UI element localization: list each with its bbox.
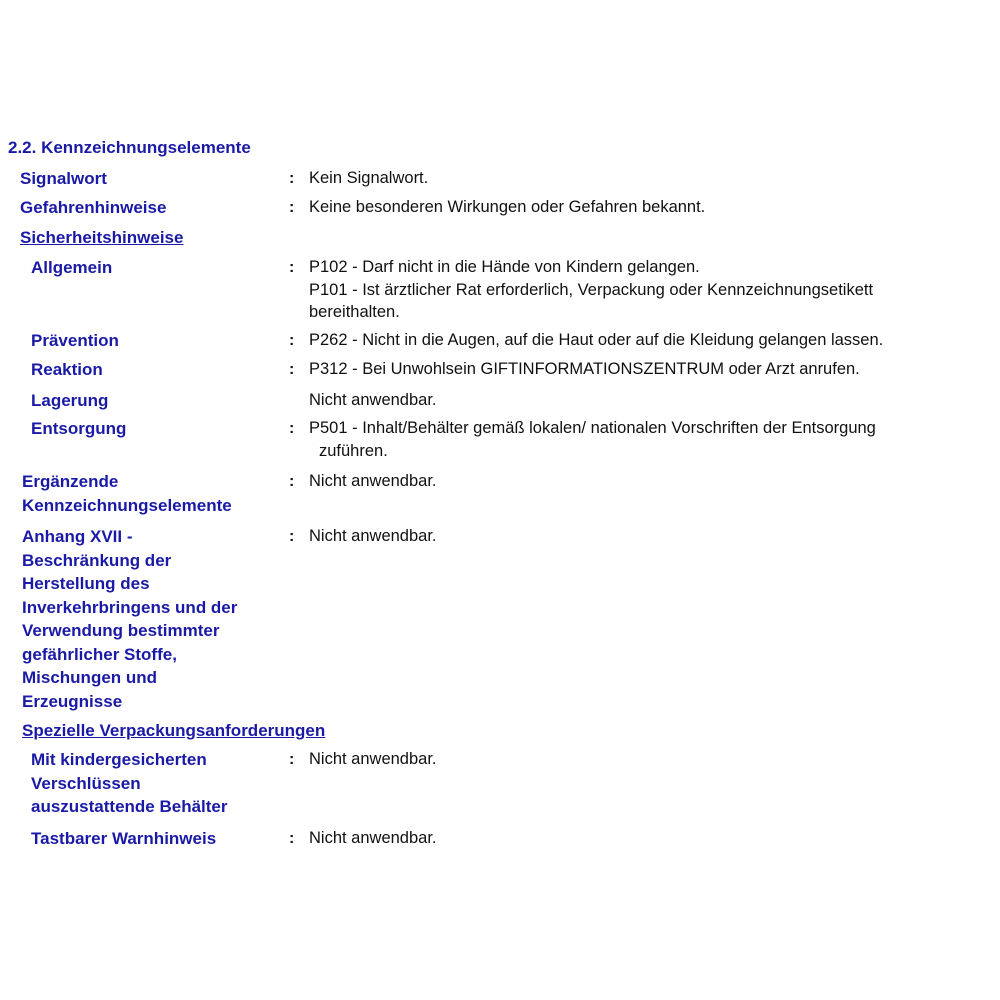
reaktion-label: Reaktion — [31, 360, 103, 379]
separator: : — [289, 751, 295, 768]
lagerung-label: Lagerung — [31, 391, 109, 410]
anhang-value: Nicht anwendbar. — [309, 527, 437, 545]
allgemein-value — [309, 256, 994, 324]
kindersicher-value: Nicht anwendbar. — [309, 750, 437, 768]
separator: : — [289, 473, 295, 490]
ergaenzende-value: Nicht anwendbar. — [309, 472, 437, 490]
gefahrenhinweise-label: Gefahrenhinweise — [20, 198, 167, 217]
entsorgung-label: Entsorgung — [31, 419, 127, 438]
anhang-label: Anhang XVII - Beschränkung der Herstellung des Inverkehrbringens und der Verwendung bestimmter gefährlicher Stoffe, Mischungen und Erzeugnisse — [22, 527, 238, 711]
separator: : — [289, 361, 295, 378]
separator: : — [289, 259, 295, 276]
reaktion-value: P312 - Bei Unwohlsein GIFTINFORMATIONSZENTRUM oder Arzt anrufen. — [309, 360, 860, 378]
gefahrenhinweise-value: Keine besonderen Wirkungen oder Gefahren bekannt. — [309, 198, 706, 216]
separator: : — [289, 830, 295, 847]
entsorgung-line-2: zuführen. — [319, 441, 388, 460]
signalwort-label: Signalwort — [20, 169, 107, 188]
signalwort-value: Kein Signalwort. — [309, 169, 429, 187]
separator: : — [289, 199, 295, 216]
allgemein-label: Allgemein — [31, 258, 113, 277]
praevention-value: P262 - Nicht in die Augen, auf die Haut oder auf die Kleidung gelangen lassen. — [309, 331, 884, 349]
praevention-label: Prävention — [31, 331, 119, 350]
verpackung-heading: Spezielle Verpackungsanforderungen — [22, 721, 326, 740]
separator: : — [289, 170, 295, 187]
allgemein-line-1: P102 - Darf nicht in die Hände von Kindern gelangen. — [309, 258, 700, 276]
section-title: 2.2. Kennzeichnungselemente — [8, 138, 251, 157]
allgemein-line-2: P101 - Ist ärztlicher Rat erforderlich, Verpackung oder Kennzeichnungsetikett — [309, 280, 874, 299]
lagerung-value: Nicht anwendbar. — [309, 391, 437, 409]
kindersicher-label: Mit kindergesicherten Verschlüssen auszustattende Behälter — [31, 750, 228, 816]
ergaenzende-label: Ergänzende Kennzeichnungselemente — [22, 472, 232, 515]
entsorgung-value — [309, 417, 994, 462]
tastbar-value: Nicht anwendbar. — [309, 829, 437, 847]
allgemein-line-3: bereithalten. — [309, 303, 400, 321]
sicherheitshinweise-heading: Sicherheitshinweise — [20, 228, 184, 247]
tastbar-label: Tastbarer Warnhinweis — [31, 829, 217, 848]
separator: : — [289, 420, 295, 437]
separator: : — [289, 528, 295, 545]
entsorgung-line-1: P501 - Inhalt/Behälter gemäß lokalen/ nationalen Vorschriften der Entsorgung — [309, 419, 876, 437]
separator: : — [289, 332, 295, 349]
